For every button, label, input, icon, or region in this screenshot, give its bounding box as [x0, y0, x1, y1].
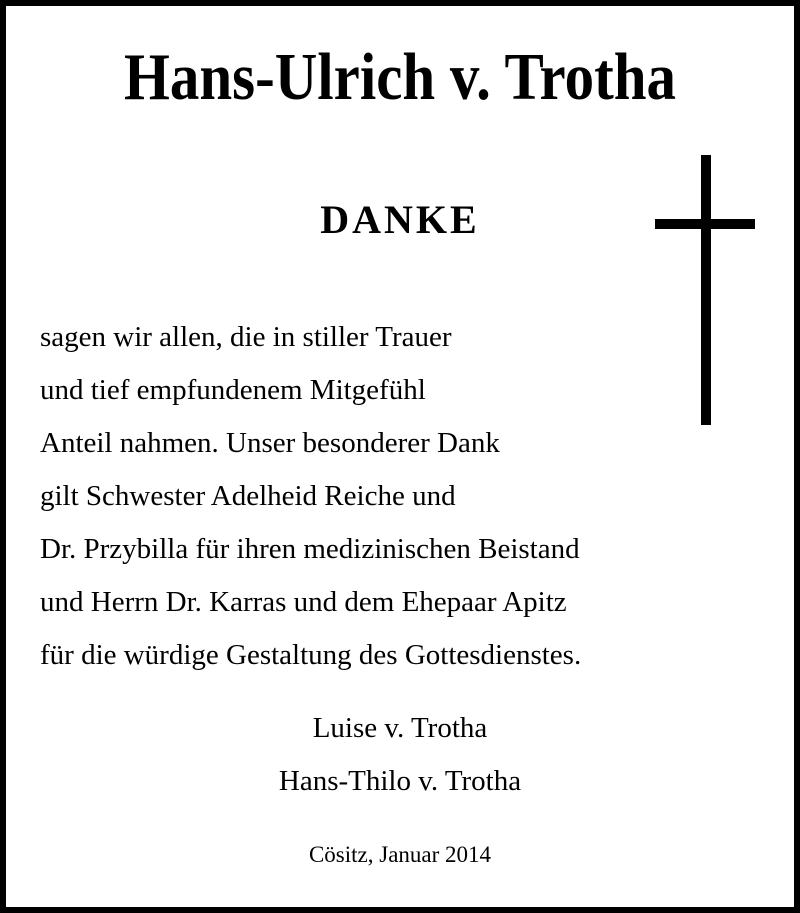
message-line: und tief empfundenem Mitgefühl — [40, 374, 426, 406]
message-line: gilt Schwester Adelheid Reiche und — [40, 480, 456, 512]
cross-horizontal-bar — [655, 219, 755, 229]
cross-vertical-bar — [701, 155, 711, 425]
thanks-heading: DANKE — [320, 197, 480, 242]
signatures — [0, 702, 800, 808]
message-line: Dr. Przybilla für ihren medizinischen Beistand — [40, 533, 580, 565]
message-line: sagen wir allen, die in stiller Trauer — [40, 321, 452, 353]
deceased-name: Hans-Ulrich v. Trotha — [123, 40, 677, 114]
place-and-date: Cösitz, Januar 2014 — [308, 842, 492, 867]
signature-name: Luise v. Trotha — [312, 712, 488, 744]
message-line: und Herrn Dr. Karras und dem Ehepaar Apitz — [40, 586, 567, 618]
message-line: Anteil nahmen. Unser besonderer Dank — [40, 427, 500, 459]
signature-name: Hans-Thilo v. Trotha — [278, 765, 522, 797]
thanks-message — [40, 311, 680, 682]
message-line: für die würdige Gestaltung des Gottesdienstes. — [40, 639, 582, 671]
